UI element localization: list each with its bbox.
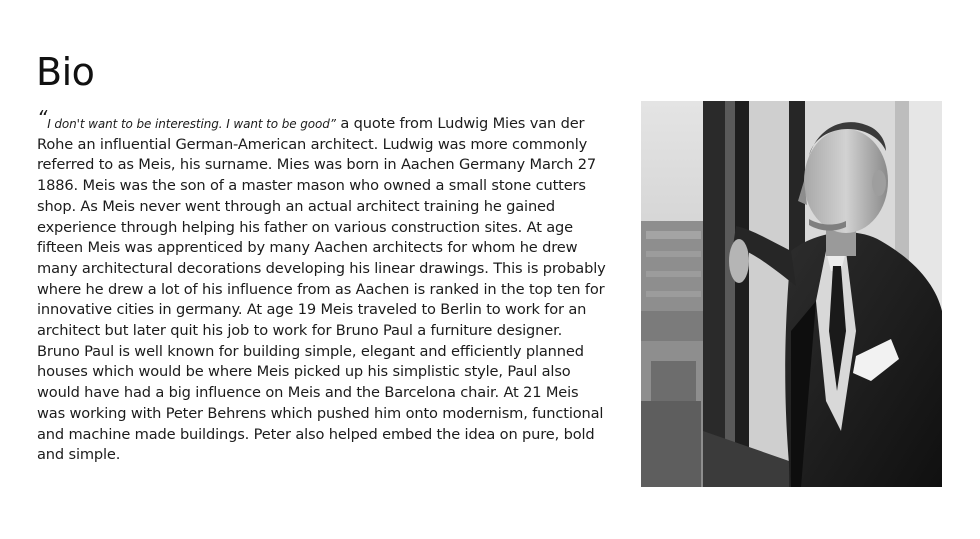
- bio-body-text: a quote from Ludwig Mies van der Rohe an influential German-American architect. Ludwig was more commonly referred to as Meis, his surname. Mies was born in Aachen Germany March 27 1886. Meis was the son of a master mason who owned a small stone cutters shop. As Meis never went through an actual architect training he gained experience through helping his father on various construction sites. At age fifteen Meis was apprenticed by many Aachen architects for whom he drew many architectural decorations developing his linear drawings. This is probably where he drew a lot of his influence from as Aachen is ranked in the top ten for innovative cities in germany. At age 19 Meis traveled to Berlin to work for an architect but later quit his job to work for Bruno Paul a furniture designer. Bruno Paul is well known for building simple, elegant and efficiently planned houses which would be where Meis picked up his simplistic style, Paul also would have had a big influence on Meis and the Barcelona chair. At 21 Meis was working with Peter Behrens which pushed him onto modernism, functional and machine made buildings. Peter also helped embed the idea on pure, bold and simple.: [37, 115, 606, 464]
- slide-title: Bio: [36, 50, 95, 94]
- portrait-photo-illustration: [641, 101, 942, 487]
- opening-quote-mark: “: [37, 106, 48, 130]
- portrait-photo: [641, 101, 942, 487]
- quote-text: I don't want to be interesting. I want to be good”: [47, 117, 336, 131]
- bio-paragraph: [37, 106, 609, 466]
